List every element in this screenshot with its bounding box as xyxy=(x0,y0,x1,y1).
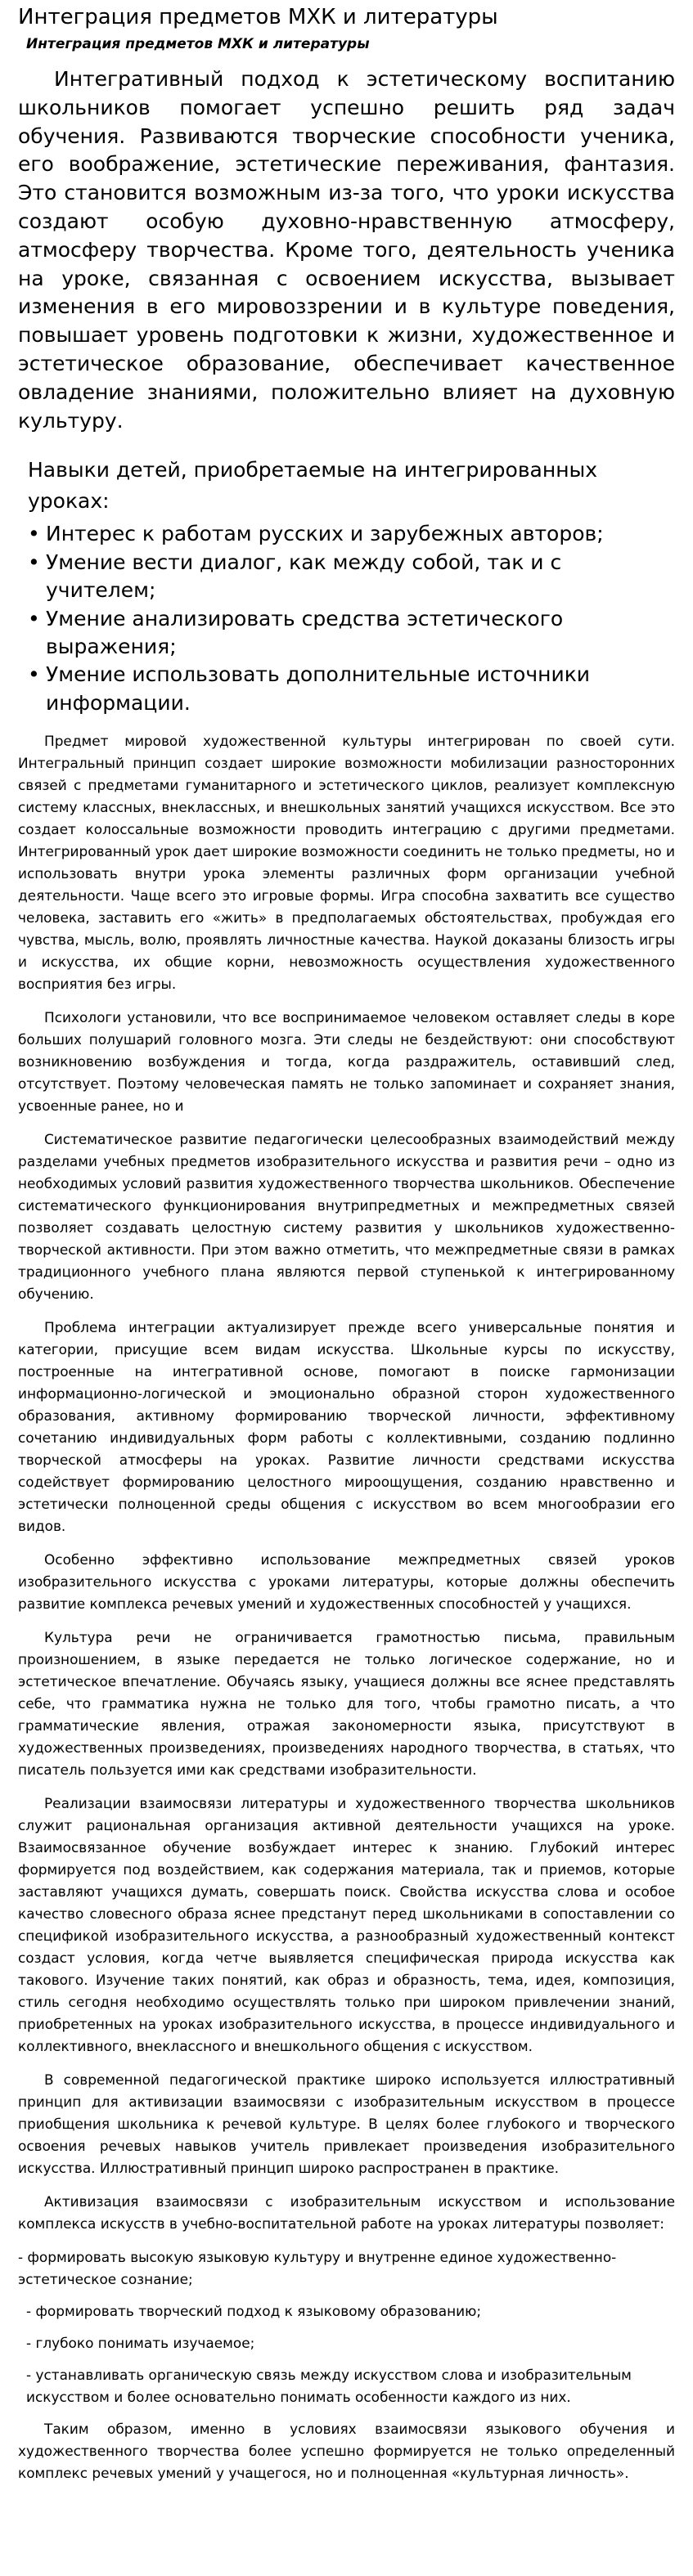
paragraph-activation: Активизация взаимосвязи с изобразительным искусством и использование комплекса искусств в учебно-воспитательной работе на уроках литературы позволяет: xyxy=(18,2193,675,2233)
paragraph-speech-culture: Культура речи не ограничивается грамотностью письма, правильным произношением, в языке передается не только логическое содержание, но и эстетическое впечатление. Обучаясь языку, учащиеся должны все яснее представлять себе, что грамматика нужна не только для того, чтобы грамотно писать, а что грамматические явления, отражая закономерности языка, присутствуют в художественных произведениях, произведениях народного творчества, в статьях, что писатель пользуется ими как средствами изобразительности. xyxy=(18,1629,675,1779)
list-item: • Умение анализировать средства эстетического выражения; xyxy=(28,605,675,662)
article xyxy=(0,2,693,2484)
paragraph-mhk-integration: Предмет мировой художественной культуры интегрирован по своей сути. Интегральный принцип создает широкие возможности мобилизации разносторонних связей с предметами гуманитарного и эстетического циклов, реализует комплексную систему классных, внеклассных, и внешкольных занятий учащихся искусством. Все это создает колоссальные возможности проводить интеграцию с другими предметами. Интегрированный урок дает широкие возможности соединить не только предметы, но и использовать внутри урока элементы различных форм организации учебной деятельности. Чаще всего это игровые формы. Игра способна захватить все существо человека, заставить его «жить» в предполагаемых обстоятельствах, пробуждая его чувства, мысль, волю, проявлять личностные качества. Наукой доказаны близость игры и искусства, их общие корни, невозможность осуществления художественного восприятия без игры. xyxy=(18,733,675,993)
subtitle: Интеграция предметов МХК и литературы xyxy=(26,36,370,52)
dash-item: - формировать творческий подход к языковому образованию; xyxy=(26,2303,482,2320)
paragraph-integration-problem: Проблема интеграции актуализирует прежде всего универсальные понятия и категории, присущие всем видам искусства. Школьные курсы по искусству, построенные на интегративной основе, помогают в поиске гармонизации информационно-логической и эмоционально образной сторон художественного образования, активному формированию творческой личности, эффективному сочетанию индивидуальных форм работы с коллективными, созданию подлинно творческой атмосферы на уроках. Развитие личности средствами искусства содействует формированию целостного мироощущения, созданию нравственно и эстетически полноценной среды общения с искусством во всем многообразии его видов. xyxy=(18,1319,675,1535)
paragraph-illustrative-principle: В современной педагогической практике широко используется иллюстративный принцип для активизации взаимосвязи с изобразительным искусством в процессе приобщения школьника к речевой культуре. В целях более глубокого и творческого освоения речевых навыков учитель привлекает произведения изобразительного искусства. Иллюстративный принцип широко распространен в практике. xyxy=(18,2071,675,2177)
dash-item: - формировать высокую языковую культуру и внутренне единое художественно-эстетическое сознание; xyxy=(18,2249,617,2288)
paragraph-interrelation: Реализации взаимосвязи литературы и художественного творчества школьников служит рациональная организация активной деятельности учащихся на уроке. Взаимосвязанное обучение возбуждает интерес к знанию. Глубокий интерес формируется под воздействием, как содержания материала, так и приемов, которые заставляют учащихся думать, совершать поиск. Свойства искусства слова и особое качество словесного образа яснее предстанут перед школьниками в сопоставлении со спецификой изобразительного искусства, а разнообразный художественный контекст создаст условия, когда четче выявляется специфическая природа искусства как такового. Изучение таких понятий, как образ и образность, тема, идея, композиция, стиль сегодня необходимо осуществлять только при широком привлечении знаний, приобретенных на уроках изобразительного искусства, в процессе индивидуального и коллективного, внеклассного и внешкольного общения с искусством. xyxy=(18,1795,675,2055)
paragraph-interdisciplinary-links: Особенно эффективно использование межпредметных связей уроков изобразительного искусства с уроками литературы, которые должны обеспечить развитие комплекса речевых умений и художественных способностей у учащихся. xyxy=(18,1551,675,1613)
skills-heading: Навыки детей, приобретаемые на интегрированных уроках: xyxy=(28,458,598,514)
dash-item: - глубоко понимать изучаемое; xyxy=(26,2335,255,2352)
list-item: • Умение использовать дополнительные источники информации. xyxy=(28,661,675,717)
skills-list xyxy=(18,520,675,717)
intro-paragraph: Интегративный подход к эстетическому воспитанию школьников помогает успешно решить ряд задач обучения. Развиваются творческие способности ученика, его воображение, эстетические переживания, фантазия. Это становится возможным из-за того, что уроки искусства создают особую духовно-нравственную атмосферу, атмосферу творчества. Кроме того, деятельность ученика на уроке, связанная с освоением искусства, вызывает изменения в его мировоззрении и в культуре поведения, повышает уровень подготовки к жизни, художественное и эстетическое образование, обеспечивает качественное овладение знаниями, положительно влияет на духовную культуру. xyxy=(18,67,675,433)
paragraph-psychology: Психологи установили, что все воспринимаемое человеком оставляет следы в коре больших полушарий головного мозга. Эти следы не бездействуют: они способствуют возникновению возбуждения и тогда, когда раздражитель, оставивший след, отсутствует. Поэтому человеческая память не только запоминает и сохраняет знания, усвоенные ранее, но и xyxy=(18,1009,675,1115)
list-item: • Интерес к работам русских и зарубежных авторов; xyxy=(28,520,675,548)
dash-item: - устанавливать органическую связь между искусством слова и изобразительным искусством и более основательно понимать особенности каждого из них. xyxy=(26,2367,632,2406)
paragraph-systematic-development: Систематическое развитие педагогически целесообразных взаимодействий между разделами учебных предметов изобразительного искусства и развития речи – одно из необходимых условий развития художественного творчества школьников. Обеспечение систематического функционирования внутрипредметных и межпредметных связей позволяет создавать целостную систему развития у школьников художественно-творческой активности. При этом важно отметить, что межпредметные связи в рамках традиционного учебного плана являются первой ступенькой к интегрированному обучению. xyxy=(18,1131,675,1303)
list-item: • Умение вести диалог, как между собой, так и с учителем; xyxy=(28,549,675,605)
page-title: Интеграция предметов МХК и литературы xyxy=(18,5,498,29)
conclusion-paragraph: Таким образом, именно в условиях взаимосвязи языкового обучения и художественного творчества более успешно формируется не только определенный комплекс речевых умений у учащегося, но и полноценная «культурная личность». xyxy=(18,2421,675,2482)
